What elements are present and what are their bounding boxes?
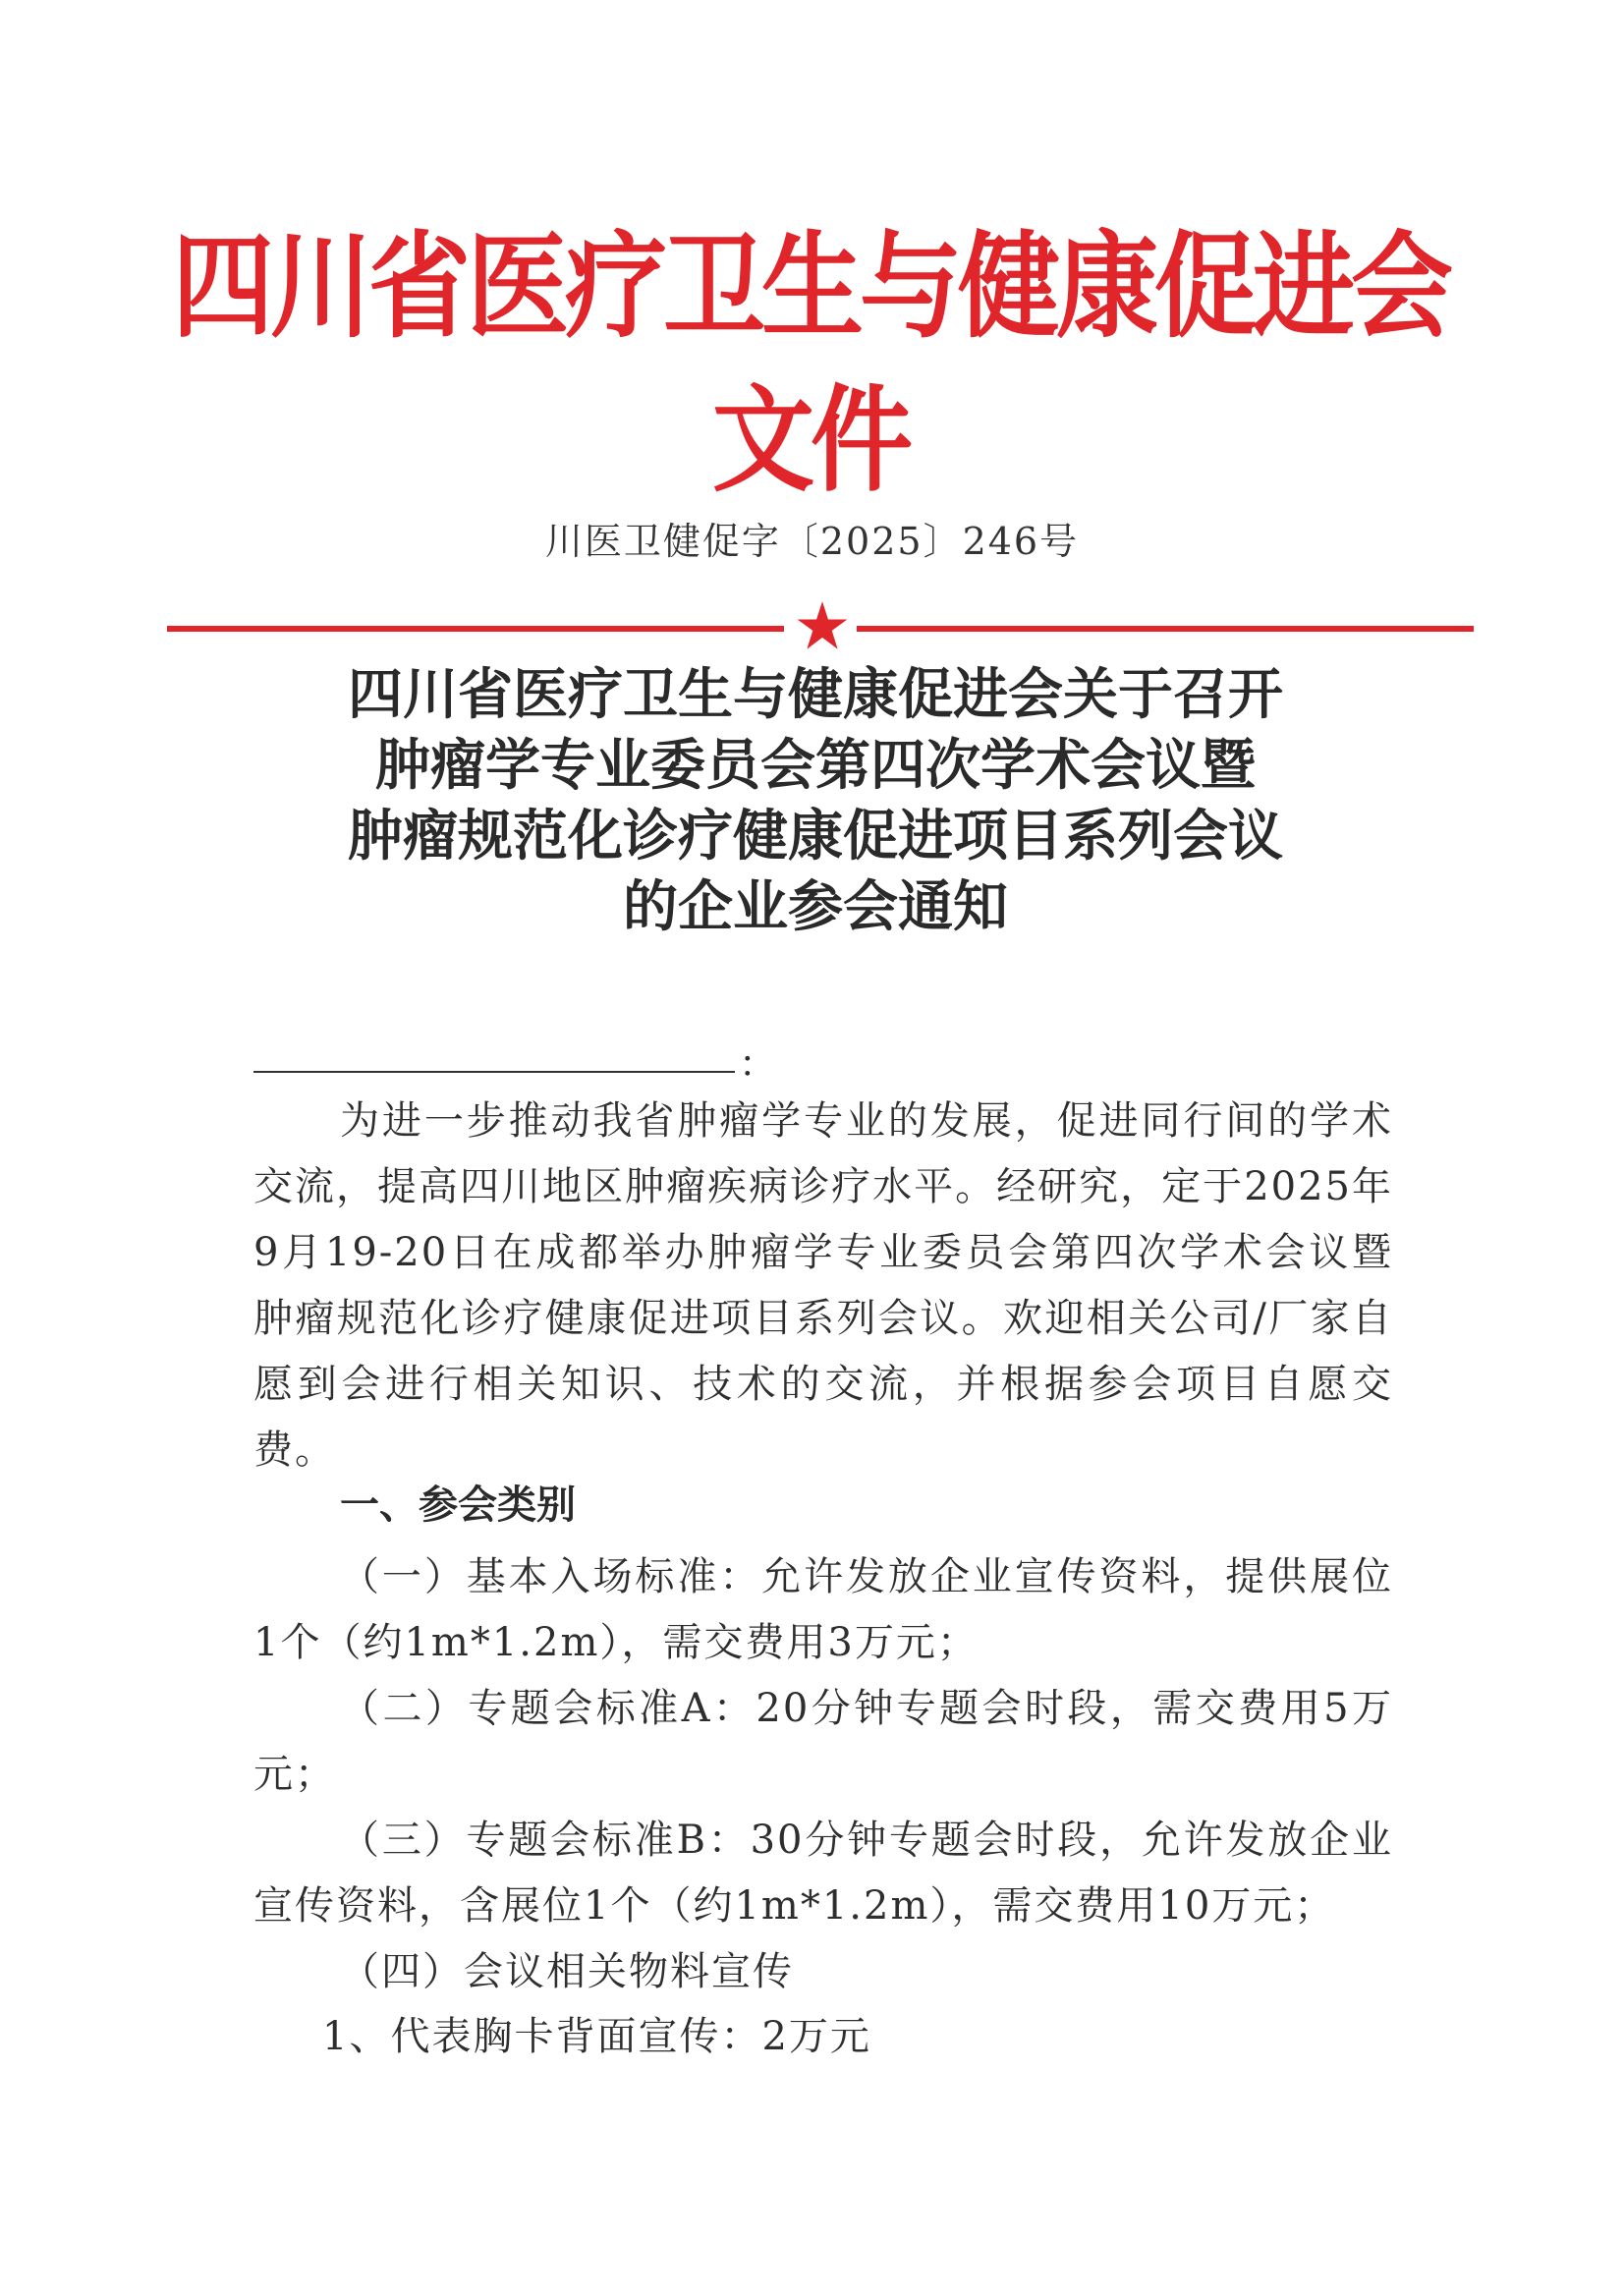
section-heading: 一、参会类别 bbox=[340, 1483, 576, 1528]
category-item-1: （一）基本入场标准：允许发放企业宣传资料，提供展位1个（约1m*1.2m），需交费用3万元； bbox=[253, 1554, 1393, 1665]
title-line: 肿瘤规范化诊疗健康促进项目系列会议 bbox=[348, 805, 1283, 868]
red-divider bbox=[167, 607, 1474, 656]
title-line: 肿瘤学专业委员会第四次学术会议暨 bbox=[375, 734, 1256, 798]
notice-title bbox=[177, 660, 1454, 943]
title-line: 四川省医疗卫生与健康促进会关于召开 bbox=[348, 663, 1283, 727]
category-item-2: （二）专题会标准A：20分钟专题会时段，需交费用5万元； bbox=[253, 1686, 1393, 1797]
intro-paragraph: 为进一步推动我省肿瘤学专业的发展，促进同行间的学术交流，提高四川地区肿瘤疾病诊疗水平。经研究，定于2025年9月19-20日在成都举办肿瘤学专业委员会第四次学术会议暨肿瘤规范化诊疗健康促进项目系列会议。欢迎相关公司/厂家自愿到会进行相关知识、技术的交流，并根据参会项目自愿交费。 bbox=[253, 1098, 1393, 1473]
category-item-3: （三）专题会标准B：30分钟专题会时段，允许发放企业宣传资料，含展位1个（约1m*1.2m），需交费用10万元； bbox=[253, 1818, 1393, 1929]
star-icon bbox=[796, 599, 849, 652]
addressee-colon: ： bbox=[739, 1042, 777, 1086]
category-item-4: （四）会议相关物料宣传 bbox=[340, 1949, 794, 1994]
addressee-blank bbox=[253, 1071, 735, 1073]
sub-item-1: 1、代表胸卡背面宣传：2万元 bbox=[322, 2014, 871, 2059]
addressee-line bbox=[253, 1034, 777, 1086]
divider-rule-left bbox=[167, 626, 784, 632]
masthead-title: 四川省医疗卫生与健康促进会文件 bbox=[171, 219, 1449, 508]
document-number: 川医卫健促字〔2025〕246号 bbox=[544, 520, 1080, 563]
divider-rule-right bbox=[857, 626, 1474, 632]
title-line: 的企业参会通知 bbox=[623, 875, 1008, 939]
